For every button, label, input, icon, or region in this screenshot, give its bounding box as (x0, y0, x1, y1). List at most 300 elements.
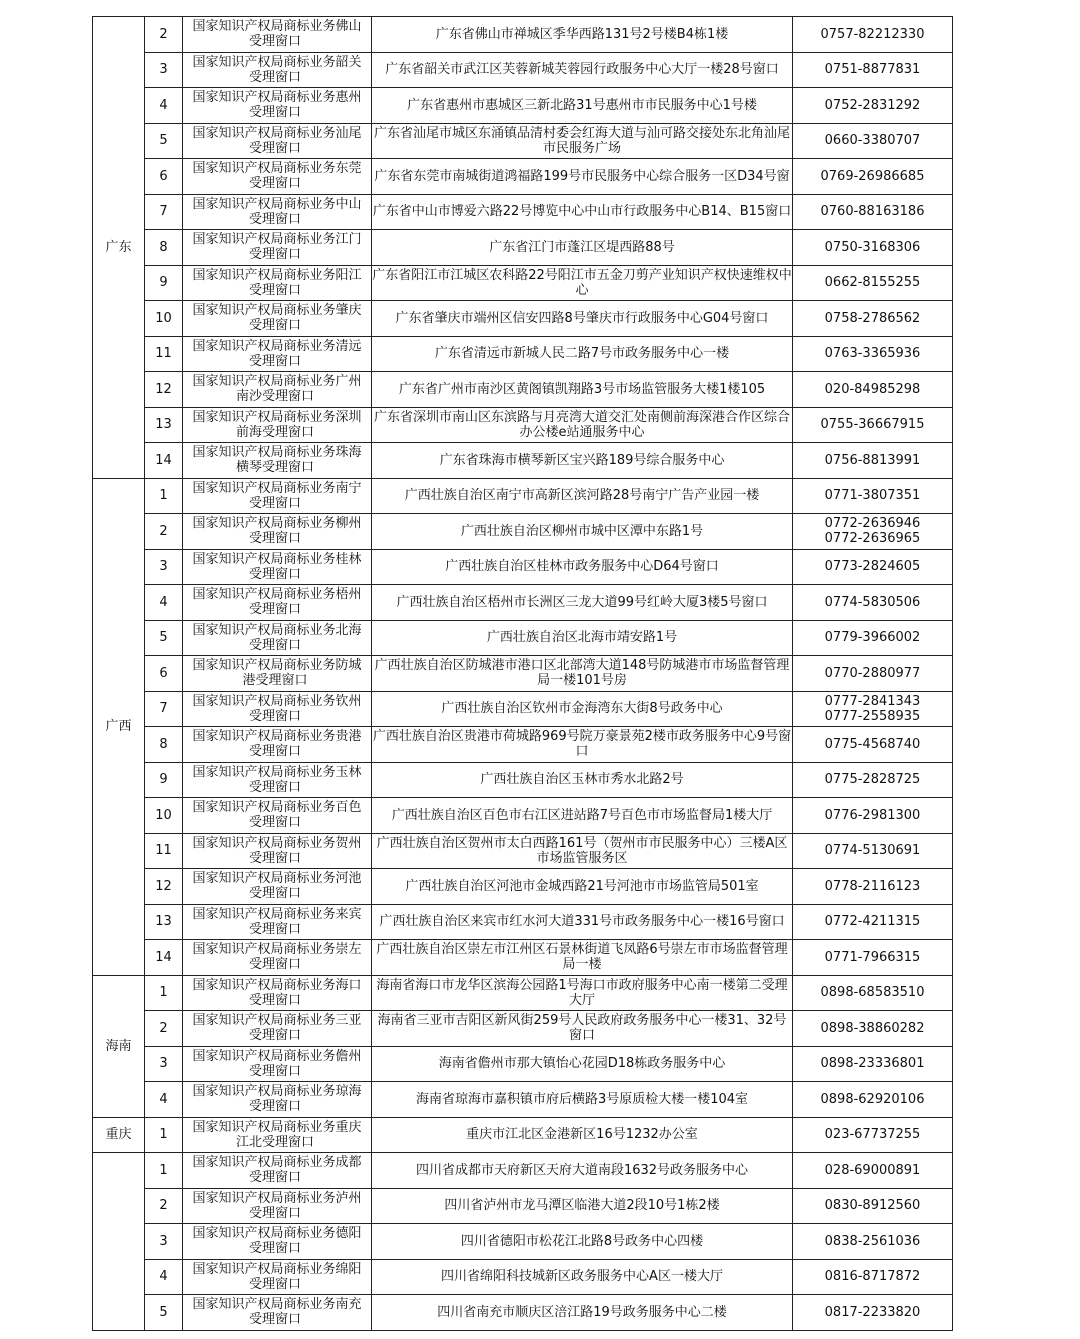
office-name-line: 受理窗口 (248, 992, 301, 1008)
phone-cell (793, 656, 953, 692)
office-name-cell (183, 52, 372, 88)
phone-cell (793, 620, 953, 656)
row-number-cell: 4 (145, 585, 183, 621)
office-name-cell (183, 833, 372, 869)
office-name-line: 国家知识产权局商标业务珠海 (192, 445, 362, 461)
office-name-line: 受理窗口 (248, 1099, 301, 1115)
office-name-cell (183, 17, 372, 53)
table-row (93, 904, 953, 940)
office-name-cell (183, 265, 372, 301)
table-row (93, 478, 953, 514)
phone-number: 020-84985298 (824, 381, 921, 397)
phone-cell (793, 940, 953, 976)
office-name-cell (183, 1295, 372, 1331)
office-name-line: 国家知识产权局商标业务三亚 (192, 1013, 362, 1029)
office-name-cell (183, 336, 372, 372)
table-row (93, 620, 953, 656)
office-name-line: 国家知识产权局商标业务广州 (192, 374, 362, 390)
address-cell: 广西壮族自治区贺州市太白西路161号（贺州市市民服务中心）三楼A区市场监管服务区 (372, 833, 793, 869)
province-cell: 海南 (93, 975, 145, 1117)
office-name-line: 受理窗口 (248, 211, 301, 227)
address-cell: 广西壮族自治区玉林市秀水北路2号 (372, 762, 793, 798)
row-number-cell: 2 (145, 17, 183, 53)
phone-number: 0771-7966315 (824, 949, 921, 965)
row-number-cell: 12 (145, 869, 183, 905)
address-cell: 广东省韶关市武江区芙蓉新城芙蓉园行政服务中心大厅一楼28号窗口 (372, 52, 793, 88)
phone-number: 0774-5830506 (824, 594, 921, 610)
phone-number: 0772-4211315 (824, 914, 921, 930)
office-name-cell (183, 1117, 372, 1153)
office-name-line: 国家知识产权局商标业务南充 (192, 1297, 362, 1313)
table-row (93, 975, 953, 1011)
table-row (93, 869, 953, 905)
address-cell: 广东省惠州市惠城区三新北路31号惠州市市民服务中心1号楼 (372, 88, 793, 124)
office-name-line: 受理窗口 (248, 353, 301, 369)
table-row (93, 372, 953, 408)
office-name-line: 受理窗口 (248, 708, 301, 724)
phone-number: 0750-3168306 (824, 239, 921, 255)
office-name-line: 国家知识产权局商标业务惠州 (192, 90, 362, 106)
office-name-line: 国家知识产权局商标业务桂林 (192, 551, 362, 567)
office-name-cell (183, 1259, 372, 1295)
office-name-line: 国家知识产权局商标业务阳江 (192, 267, 362, 283)
phone-number: 0830-8912560 (824, 1198, 921, 1214)
office-name-line: 受理窗口 (248, 1205, 301, 1221)
office-name-line: 国家知识产权局商标业务梧州 (192, 587, 362, 603)
phone-cell (793, 904, 953, 940)
phone-cell (793, 833, 953, 869)
phone-cell (793, 372, 953, 408)
phone-cell (793, 1011, 953, 1047)
office-name-line: 受理窗口 (248, 176, 301, 192)
office-name-line: 受理窗口 (248, 247, 301, 263)
province-cell: 广西 (93, 478, 145, 975)
office-name-line: 受理窗口 (248, 495, 301, 511)
office-name-line: 受理窗口 (248, 1241, 301, 1257)
phone-number: 0776-2981300 (824, 807, 921, 823)
office-name-line: 受理窗口 (248, 34, 301, 50)
office-name-cell (183, 478, 372, 514)
address-cell: 广西壮族自治区北海市靖安路1号 (372, 620, 793, 656)
office-name-line: 国家知识产权局商标业务琼海 (192, 1084, 362, 1100)
table-row (93, 230, 953, 266)
phone-cell (793, 1224, 953, 1260)
phone-number: 0770-2880977 (824, 665, 921, 681)
row-number-cell: 2 (145, 1011, 183, 1047)
office-name-cell (183, 762, 372, 798)
office-name-line: 受理窗口 (248, 105, 301, 121)
phone-number: 0775-2828725 (824, 772, 921, 788)
row-number-cell: 1 (145, 478, 183, 514)
row-number-cell: 3 (145, 1046, 183, 1082)
office-name-cell (183, 1011, 372, 1047)
office-name-line: 受理窗口 (248, 282, 301, 298)
office-name-line: 国家知识产权局商标业务玉林 (192, 764, 362, 780)
phone-number: 023-67737255 (824, 1127, 921, 1143)
office-name-cell (183, 940, 372, 976)
office-name-cell (183, 727, 372, 763)
row-number-cell: 10 (145, 301, 183, 337)
office-name-line: 受理窗口 (248, 1276, 301, 1292)
row-number-cell: 3 (145, 549, 183, 585)
address-cell: 广西壮族自治区崇左市江州区石景林街道飞凤路6号崇左市市场监督管理局一楼 (372, 940, 793, 976)
address-cell: 广西壮族自治区河池市金城西路21号河池市市场监管局501室 (372, 869, 793, 905)
table-row (93, 833, 953, 869)
address-cell: 广东省中山市博爱六路22号博览中心中山市行政服务中心B14、B15窗口 (372, 194, 793, 230)
phone-number: 0777-2558935 (824, 708, 921, 724)
office-name-cell (183, 656, 372, 692)
address-cell: 海南省琼海市嘉积镇市府后横路3号原质检大楼一楼104室 (372, 1082, 793, 1118)
row-number-cell: 5 (145, 620, 183, 656)
office-name-line: 受理窗口 (248, 957, 301, 973)
table-row (93, 1259, 953, 1295)
row-number-cell: 5 (145, 1295, 183, 1331)
phone-number: 0660-3380707 (824, 133, 921, 149)
phone-cell (793, 52, 953, 88)
row-number-cell: 14 (145, 443, 183, 479)
table-row (93, 1153, 953, 1189)
office-name-line: 国家知识产权局商标业务南宁 (192, 480, 362, 496)
phone-cell (793, 1046, 953, 1082)
office-name-cell (183, 1153, 372, 1189)
phone-number: 0773-2824605 (824, 559, 921, 575)
office-name-line: 南沙受理窗口 (235, 389, 314, 405)
table-row (93, 159, 953, 195)
phone-cell (793, 88, 953, 124)
office-name-line: 国家知识产权局商标业务海口 (192, 977, 362, 993)
address-cell: 海南省海口市龙华区滨海公园路1号海口市政府服务中心南一楼第二受理大厅 (372, 975, 793, 1011)
phone-cell (793, 194, 953, 230)
phone-cell (793, 1259, 953, 1295)
phone-number: 0898-62920106 (820, 1091, 925, 1107)
address-cell: 广西壮族自治区梧州市长洲区三龙大道99号红岭大厦3楼5号窗口 (372, 585, 793, 621)
phone-number: 0838-2561036 (824, 1233, 921, 1249)
office-name-line: 国家知识产权局商标业务中山 (192, 196, 362, 212)
office-name-line: 受理窗口 (248, 318, 301, 334)
row-number-cell: 12 (145, 372, 183, 408)
office-name-line: 国家知识产权局商标业务深圳 (192, 409, 362, 425)
table-row (93, 407, 953, 443)
table-row (93, 762, 953, 798)
address-cell: 四川省泸州市龙马潭区临港大道2段10号1栋2楼 (372, 1188, 793, 1224)
phone-number: 0774-5130691 (824, 843, 921, 859)
phone-number: 0772-2636965 (824, 531, 921, 547)
address-cell: 广西壮族自治区防城港市港口区北部湾大道148号防城港市市场监督管理局一楼101号房 (372, 656, 793, 692)
office-name-cell (183, 620, 372, 656)
row-number-cell: 1 (145, 1117, 183, 1153)
office-name-line: 国家知识产权局商标业务河池 (192, 871, 362, 887)
row-number-cell: 6 (145, 656, 183, 692)
address-cell: 海南省三亚市吉阳区新风街259号人民政府政务服务中心一楼31、32号窗口 (372, 1011, 793, 1047)
office-name-cell (183, 123, 372, 159)
row-number-cell: 1 (145, 1153, 183, 1189)
office-name-cell (183, 230, 372, 266)
office-name-line: 受理窗口 (248, 1312, 301, 1328)
office-name-line: 受理窗口 (248, 531, 301, 547)
table-body (93, 17, 953, 1331)
office-name-line: 受理窗口 (248, 779, 301, 795)
table-row (93, 336, 953, 372)
office-name-line: 受理窗口 (248, 1063, 301, 1079)
phone-cell (793, 123, 953, 159)
phone-cell (793, 478, 953, 514)
phone-number: 0758-2786562 (824, 310, 921, 326)
row-number-cell: 4 (145, 88, 183, 124)
phone-number: 0816-8717872 (824, 1269, 921, 1285)
office-name-cell (183, 691, 372, 727)
office-name-line: 受理窗口 (248, 602, 301, 618)
row-number-cell: 8 (145, 230, 183, 266)
table-row (93, 17, 953, 53)
table-row (93, 798, 953, 834)
phone-cell (793, 691, 953, 727)
phone-cell (793, 443, 953, 479)
row-number-cell: 6 (145, 159, 183, 195)
address-cell: 广东省汕尾市城区东涌镇品清村委会红海大道与汕可路交接处东北角汕尾市民服务广场 (372, 123, 793, 159)
office-name-line: 国家知识产权局商标业务成都 (192, 1155, 362, 1171)
address-cell: 广西壮族自治区来宾市红水河大道331号市政务服务中心一楼16号窗口 (372, 904, 793, 940)
phone-cell (793, 159, 953, 195)
row-number-cell: 13 (145, 904, 183, 940)
table-row (93, 940, 953, 976)
office-name-line: 江北受理窗口 (235, 1134, 314, 1150)
row-number-cell: 4 (145, 1259, 183, 1295)
office-name-line: 国家知识产权局商标业务儋州 (192, 1048, 362, 1064)
address-cell: 四川省绵阳科技城新区政务服务中心A区一楼大厅 (372, 1259, 793, 1295)
table-row (93, 656, 953, 692)
table-row (93, 52, 953, 88)
address-cell: 广西壮族自治区钦州市金海湾东大街8号政务中心 (372, 691, 793, 727)
phone-cell (793, 265, 953, 301)
table-row (93, 585, 953, 621)
row-number-cell: 11 (145, 833, 183, 869)
phone-number: 0769-26986685 (820, 168, 925, 184)
office-name-line: 国家知识产权局商标业务德阳 (192, 1226, 362, 1242)
office-name-line: 国家知识产权局商标业务来宾 (192, 906, 362, 922)
phone-number: 0817-2233820 (824, 1304, 921, 1320)
row-number-cell: 7 (145, 194, 183, 230)
row-number-cell: 5 (145, 123, 183, 159)
table-row (93, 123, 953, 159)
phone-number: 0771-3807351 (824, 488, 921, 504)
office-name-line: 国家知识产权局商标业务钦州 (192, 693, 362, 709)
office-name-line: 国家知识产权局商标业务肇庆 (192, 303, 362, 319)
phone-number: 0757-82212330 (820, 26, 925, 42)
phone-number: 0898-68583510 (820, 985, 925, 1001)
office-name-cell (183, 549, 372, 585)
row-number-cell: 3 (145, 52, 183, 88)
office-name-cell (183, 1046, 372, 1082)
phone-cell (793, 975, 953, 1011)
office-name-line: 国家知识产权局商标业务贵港 (192, 729, 362, 745)
phone-cell (793, 17, 953, 53)
phone-cell (793, 1117, 953, 1153)
office-name-line: 受理窗口 (248, 744, 301, 760)
table-row (93, 691, 953, 727)
office-name-line: 国家知识产权局商标业务绵阳 (192, 1261, 362, 1277)
office-name-line: 国家知识产权局商标业务韶关 (192, 54, 362, 70)
office-name-line: 国家知识产权局商标业务防城 (192, 658, 362, 674)
table-row (93, 1082, 953, 1118)
phone-cell (793, 1082, 953, 1118)
phone-number: 0779-3966002 (824, 630, 921, 646)
row-number-cell: 3 (145, 1224, 183, 1260)
row-number-cell: 10 (145, 798, 183, 834)
row-number-cell: 7 (145, 691, 183, 727)
office-name-cell (183, 975, 372, 1011)
phone-number: 0772-2636946 (824, 516, 921, 532)
office-name-cell (183, 88, 372, 124)
row-number-cell: 13 (145, 407, 183, 443)
address-cell: 广东省肇庆市端州区信安四路8号肇庆市行政服务中心G04号窗口 (372, 301, 793, 337)
office-name-line: 前海受理窗口 (235, 424, 314, 440)
table-row (93, 88, 953, 124)
office-name-line: 国家知识产权局商标业务百色 (192, 800, 362, 816)
table-row (93, 1188, 953, 1224)
office-name-cell (183, 1224, 372, 1260)
phone-number: 028-69000891 (824, 1162, 921, 1178)
phone-number: 0763-3365936 (824, 346, 921, 362)
office-name-cell (183, 194, 372, 230)
table-row (93, 1295, 953, 1331)
phone-cell (793, 585, 953, 621)
province-cell: 重庆 (93, 1117, 145, 1153)
address-cell: 广东省东莞市南城街道鸿福路199号市民服务中心综合服务一区D34号窗 (372, 159, 793, 195)
row-number-cell: 14 (145, 940, 183, 976)
office-name-line: 受理窗口 (248, 140, 301, 156)
table-row (93, 1011, 953, 1047)
phone-number: 0751-8877831 (824, 62, 921, 78)
table-row (93, 1117, 953, 1153)
row-number-cell: 1 (145, 975, 183, 1011)
office-name-cell (183, 1188, 372, 1224)
office-name-line: 国家知识产权局商标业务柳州 (192, 516, 362, 532)
phone-number: 0756-8813991 (824, 452, 921, 468)
phone-cell (793, 727, 953, 763)
office-name-cell (183, 514, 372, 550)
office-name-line: 受理窗口 (248, 815, 301, 831)
phone-number: 0778-2116123 (824, 878, 921, 894)
office-name-line: 受理窗口 (248, 921, 301, 937)
row-number-cell: 4 (145, 1082, 183, 1118)
address-cell: 广东省佛山市禅城区季华西路131号2号楼B4栋1楼 (372, 17, 793, 53)
office-name-line: 受理窗口 (248, 566, 301, 582)
row-number-cell: 9 (145, 265, 183, 301)
address-cell: 海南省儋州市那大镇怡心花园D18栋政务服务中心 (372, 1046, 793, 1082)
address-cell: 广东省珠海市横琴新区宝兴路189号综合服务中心 (372, 443, 793, 479)
office-name-line: 国家知识产权局商标业务清远 (192, 338, 362, 354)
table-row (93, 301, 953, 337)
office-name-cell (183, 372, 372, 408)
address-cell: 四川省德阳市松花江北路8号政务中心四楼 (372, 1224, 793, 1260)
office-name-line: 受理窗口 (248, 850, 301, 866)
row-number-cell: 2 (145, 1188, 183, 1224)
phone-number: 0777-2841343 (824, 693, 921, 709)
phone-number: 0752-2831292 (824, 97, 921, 113)
row-number-cell: 9 (145, 762, 183, 798)
address-cell: 广西壮族自治区南宁市高新区滨河路28号南宁广告产业园一楼 (372, 478, 793, 514)
office-name-line: 受理窗口 (248, 1028, 301, 1044)
phone-cell (793, 798, 953, 834)
office-name-line: 国家知识产权局商标业务汕尾 (192, 125, 362, 141)
office-name-line: 横琴受理窗口 (235, 460, 314, 476)
office-name-cell (183, 301, 372, 337)
office-name-cell (183, 904, 372, 940)
table-row (93, 514, 953, 550)
row-number-cell: 2 (145, 514, 183, 550)
address-cell: 广东省清远市新城人民二路7号市政务服务中心一楼 (372, 336, 793, 372)
table-row (93, 443, 953, 479)
office-name-line: 国家知识产权局商标业务佛山 (192, 19, 362, 35)
office-name-line: 国家知识产权局商标业务北海 (192, 622, 362, 638)
office-name-cell (183, 869, 372, 905)
address-cell: 广西壮族自治区柳州市城中区潭中东路1号 (372, 514, 793, 550)
office-name-line: 受理窗口 (248, 1170, 301, 1186)
province-cell (93, 1153, 145, 1331)
phone-cell (793, 230, 953, 266)
address-cell: 广东省阳江市江城区农科路22号阳江市五金刀剪产业知识产权快速维权中心 (372, 265, 793, 301)
phone-cell (793, 549, 953, 585)
office-name-line: 港受理窗口 (242, 673, 308, 689)
office-name-cell (183, 407, 372, 443)
phone-number: 0662-8155255 (824, 275, 921, 291)
phone-cell (793, 1153, 953, 1189)
address-cell: 广西壮族自治区百色市右江区进站路7号百色市市场监督局1楼大厅 (372, 798, 793, 834)
phone-cell (793, 407, 953, 443)
address-cell: 广东省广州市南沙区黄阁镇凯翔路3号市场监管服务大楼1楼105 (372, 372, 793, 408)
office-name-cell (183, 443, 372, 479)
table-row (93, 549, 953, 585)
phone-number: 0898-23336801 (820, 1056, 925, 1072)
office-name-line: 国家知识产权局商标业务泸州 (192, 1190, 362, 1206)
phone-cell (793, 869, 953, 905)
table-row (93, 194, 953, 230)
phone-number: 0775-4568740 (824, 736, 921, 752)
phone-number: 0898-38860282 (820, 1020, 925, 1036)
office-name-line: 国家知识产权局商标业务江门 (192, 232, 362, 248)
phone-number: 0755-36667915 (820, 417, 925, 433)
address-cell: 重庆市江北区金港新区16号1232办公室 (372, 1117, 793, 1153)
office-name-line: 国家知识产权局商标业务重庆 (192, 1119, 362, 1135)
office-name-cell (183, 159, 372, 195)
province-cell: 广东 (93, 17, 145, 479)
phone-cell (793, 301, 953, 337)
table-row (93, 727, 953, 763)
address-cell: 广西壮族自治区贵港市荷城路969号院万豪景苑2楼市政务服务中心9号窗口 (372, 727, 793, 763)
address-cell: 广东省深圳市南山区东滨路与月亮湾大道交汇处南侧前海深港合作区综合办公楼e站通服务中心 (372, 407, 793, 443)
office-name-line: 受理窗口 (248, 886, 301, 902)
table-row (93, 1046, 953, 1082)
office-name-cell (183, 585, 372, 621)
address-cell: 广西壮族自治区桂林市政务服务中心D64号窗口 (372, 549, 793, 585)
office-name-line: 国家知识产权局商标业务东莞 (192, 161, 362, 177)
phone-cell (793, 1188, 953, 1224)
office-name-line: 国家知识产权局商标业务崇左 (192, 942, 362, 958)
office-name-line: 受理窗口 (248, 69, 301, 85)
office-name-line: 受理窗口 (248, 637, 301, 653)
phone-cell (793, 1295, 953, 1331)
table-row (93, 265, 953, 301)
trademark-office-table (92, 16, 953, 1331)
office-name-cell (183, 798, 372, 834)
office-name-line: 国家知识产权局商标业务贺州 (192, 835, 362, 851)
phone-cell (793, 336, 953, 372)
row-number-cell: 8 (145, 727, 183, 763)
address-cell: 广东省江门市蓬江区堤西路88号 (372, 230, 793, 266)
phone-number: 0760-88163186 (820, 204, 925, 220)
row-number-cell: 11 (145, 336, 183, 372)
phone-cell (793, 514, 953, 550)
